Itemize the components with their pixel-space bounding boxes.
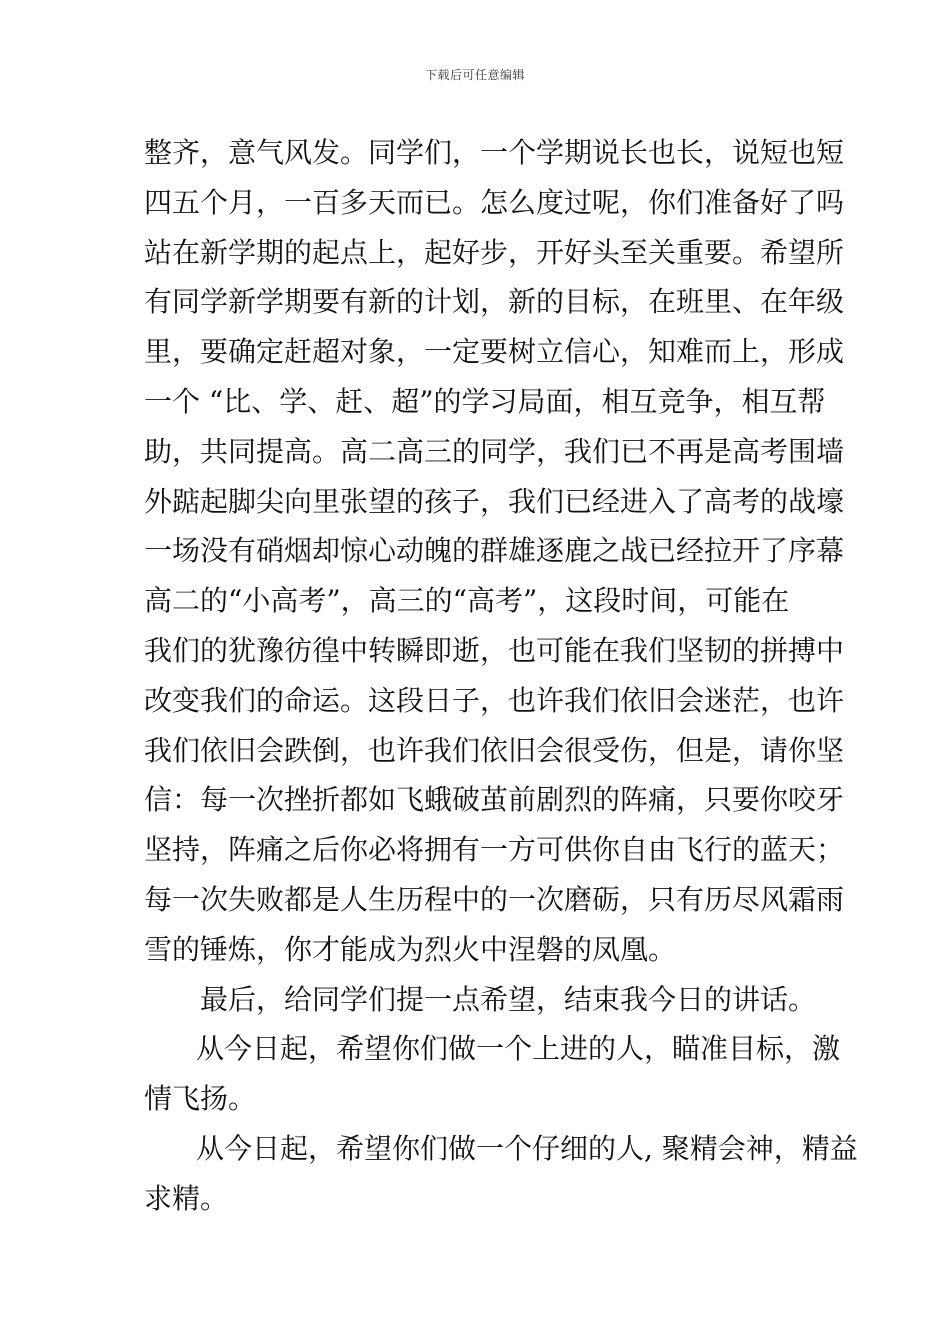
text-line: 求精。: [144, 1181, 229, 1215]
body-text: [144, 128, 858, 1224]
text-line: 整齐，意气风发。同学们，一个学期说长也长，说短也短: [144, 136, 845, 169]
text-line: 四五个月，一百多天而已。怎么度过呢，你们准备好了吗: [144, 185, 845, 219]
text-line: 一场没有硝烟却惊心动魄的群雄逐鹿之战已经拉开了序幕: [144, 534, 845, 568]
text-line: 坚持，阵痛之后你必将拥有一方可供你自由飞行的蓝天；: [144, 833, 845, 867]
text-line: 雪的锤炼，你才能成为烈火中涅磐的凤凰。: [144, 932, 677, 966]
text-line: 每一次失败都是人生历程中的一次磨砺，只有历尽风霜雨: [144, 882, 845, 916]
paragraph-line-hope-1: 从今日起，希望你们做一个上进的人，瞄准目标，激: [196, 1032, 841, 1066]
paragraph-line-closing: 最后，给同学们提一点希望，结束我今日的讲话。: [200, 982, 817, 1016]
text-line: 一个 “比、学、赶、超”的学习局面，相互竞争，相互帮: [144, 384, 826, 418]
text-line: 改变我们的命运。这段日子，也许我们依旧会迷茫，也许: [144, 683, 845, 717]
text-line: 里，要确定赶超对象，一定要树立信心，知难而上，形成: [144, 335, 845, 369]
text-line: 情飞扬。: [144, 1082, 257, 1116]
text-line: 站在新学期的起点上，起好步，开好头至关重要。希望所: [144, 235, 845, 269]
text-line: 有同学新学期要有新的计划，新的目标，在班里、在年级: [144, 285, 845, 319]
text-line: 信：每一次挫折都如飞蛾破茧前剧烈的阵痛，只要你咬牙: [144, 783, 845, 817]
text-line: 我们依旧会跌倒，也许我们依旧会很受伤，但是，请你坚: [144, 733, 845, 767]
text-line: 外踮起脚尖向里张望的孩子，我们已经进入了高考的战壕: [144, 484, 845, 518]
text-line: 助，共同提高。高二高三的同学，我们已不再是高考围墙: [144, 434, 845, 468]
page-header-note: 下载后可任意编辑: [424, 68, 525, 82]
text-line: 高二的“小高考”，高三的“高考”，这段时间，可能在: [144, 584, 790, 618]
paragraph-line-hope-2: 从今日起，希望你们做一个仔细的人, 聚精会神，精益: [196, 1131, 858, 1165]
text-line: 我们的犹豫彷徨中转瞬即逝，也可能在我们坚韧的拼搏中: [144, 633, 845, 667]
